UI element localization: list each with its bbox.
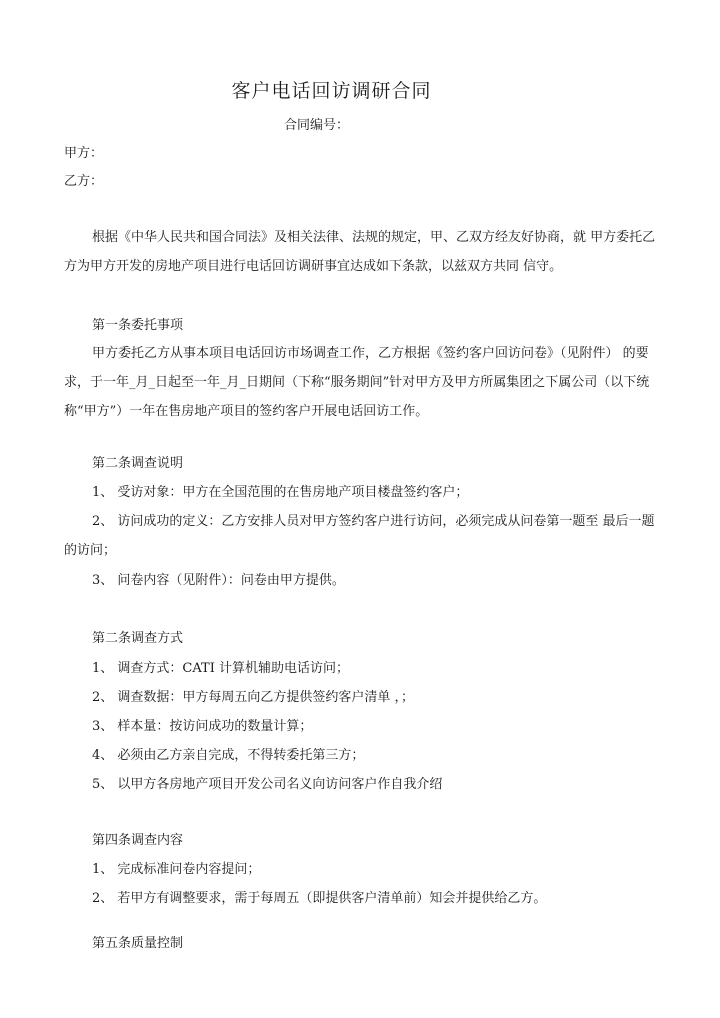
article-3-item: 2、 调查数据：甲方每周五向乙方提供签约客户清单 ，； [92, 690, 415, 705]
article-1-line: 甲方委托乙方从事本项目电话回访市场调查工作，乙方根据《签约客户回访问卷》（见附件） 的要 [92, 346, 649, 361]
article-3-item: 3、 样本量：按访问成功的数量计算； [92, 719, 313, 734]
article-5-heading: 第五条质量控制 [92, 936, 184, 951]
article-2-item: 1、 受访对象：甲方在全国范围的在售房地产项目楼盘签约客户； [92, 485, 469, 500]
article-2-item: 3、 问卷内容（见附件）：问卷由甲方提供。 [92, 573, 345, 588]
contract-number-label: 合同编号： [284, 118, 350, 133]
article-4-item: 2、 若甲方有调整要求，需于每周五（即提供客户清单前）知会并提供给乙方。 [92, 891, 547, 906]
party-a-label: 甲方： [64, 146, 104, 161]
article-3-heading: 第二条调查方式 [92, 631, 184, 646]
preamble-line: 根据《中华人民共和国合同法》及相关法律、法规的规定，甲、乙双方经友好协商，就 甲方委托乙 [92, 230, 656, 245]
article-3-item: 5、 以甲方各房地产项目开发公司名义向访问客户作自我介绍 [92, 777, 443, 792]
document-title: 客户电话回访调研合同 [231, 80, 432, 102]
article-1-heading: 第一条委托事项 [92, 318, 184, 333]
article-2-heading: 第二条调查说明 [92, 456, 184, 471]
article-2-item-continued: 的访问； [64, 543, 117, 558]
article-4-heading: 第四条调查内容 [92, 833, 184, 848]
article-2-item: 2、 访问成功的定义：乙方安排人员对甲方签约客户进行访问，必须完成从问卷第一题至 最后一题 [92, 514, 655, 529]
preamble-line: 方为甲方开发的房地产项目进行电话回访调研事宜达成如下条款，以兹双方共同 信守。 [64, 259, 563, 274]
article-1-line: 求，于一年_月_日起至一年_月_日期间（下称“服务期间”针对甲方及甲方所属集团之下属公司（以下统 [64, 375, 650, 390]
article-3-item: 1、 调查方式：CATI 计算机辅助电话访问； [92, 661, 349, 676]
party-b-label: 乙方： [64, 174, 104, 189]
article-3-item: 4、 必须由乙方亲自完成，不得转委托第三方； [92, 748, 365, 763]
article-4-item: 1、 完成标准问卷内容提问； [92, 862, 261, 877]
article-1-line: 称“甲方”）一年在售房地产项目的签约客户开展电话回访工作。 [64, 404, 429, 419]
